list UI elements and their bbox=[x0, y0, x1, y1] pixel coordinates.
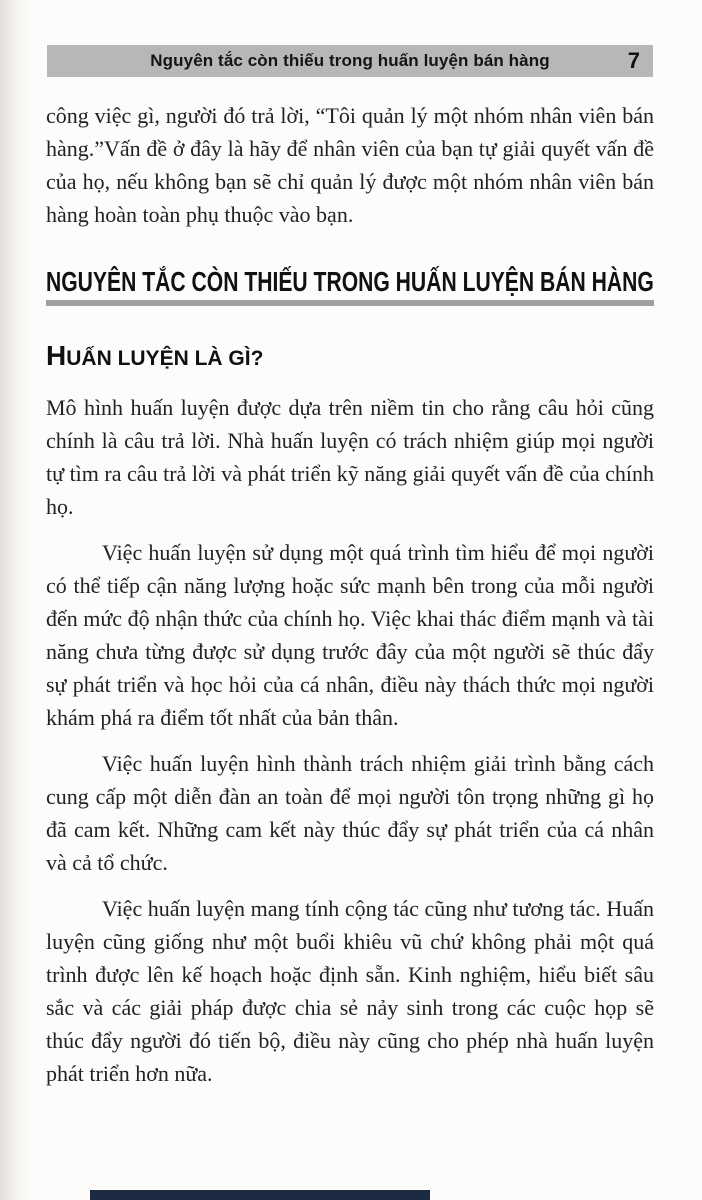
intro-paragraph: công việc gì, người đó trả lời, “Tôi quản lý một nhóm nhân viên bán hàng.”Vấn đề ở đây là hãy để nhân viên của bạn tự giải quyết vấn đề của họ, nếu không bạn sẽ chỉ quản lý được một nhóm nhân viên bán hàng hoàn toàn phụ thuộc vào bạn. bbox=[46, 103, 654, 227]
section-heading-rule bbox=[46, 300, 654, 306]
body-paragraph: Mô hình huấn luyện được dựa trên niềm tin cho rằng câu hỏi cũng chính là câu trả lời. Nhà huấn luyện có trách nhiệm giúp mọi người tự tìm ra câu trả lời và phát triển kỹ năng giải quyết vấn đề của chính họ. bbox=[46, 395, 654, 519]
page-spine-shadow bbox=[0, 0, 30, 1200]
section-heading bbox=[46, 267, 654, 297]
body-paragraph: Việc huấn luyện mang tính cộng tác cũng như tương tác. Huấn luyện cũng giống như một buổi khiêu vũ chứ không phải một quá trình được lên kế hoạch hoặc định sẵn. Kinh nghiệm, hiểu biết sâu sắc và các giải pháp được chia sẻ nảy sinh trong các cuộc họp sẽ thúc đẩy người đó tiến bộ, điều này cũng cho phép nhà huấn luyện phát triển hơn nữa. bbox=[46, 896, 654, 1086]
subheading: HUẤN LUYỆN LÀ GÌ? bbox=[46, 340, 264, 371]
page-number: 7 bbox=[627, 48, 640, 73]
section-heading-text: NGUYÊN TẮC CÒN THIẾU TRONG HUẤN LUYỆN BÁN HÀNG bbox=[46, 266, 654, 297]
body-paragraph: Việc huấn luyện hình thành trách nhiệm giải trình bằng cách cung cấp một diễn đàn an toàn để mọi người tôn trọng những gì họ đã cam kết. Những cam kết này thúc đẩy sự phát triển của cá nhân và cả tổ chức. bbox=[46, 751, 654, 875]
page-body bbox=[46, 0, 654, 1103]
footer-decorative-bar bbox=[90, 1190, 430, 1200]
body-paragraph: Việc huấn luyện sử dụng một quá trình tìm hiểu để mọi người có thể tiếp cận năng lượng hoặc sức mạnh bên trong của mỗi người đến mức độ nhận thức của chính họ. Việc khai thác điểm mạnh và tài năng chưa từng được sử dụng trước đây của một người sẽ thúc đẩy sự phát triển và học hỏi của cá nhân, điều này thách thức mọi người khám phá ra điểm tốt nhất của bản thân. bbox=[46, 540, 654, 730]
running-header-title: Nguyên tắc còn thiếu trong huấn luyện bán hàng bbox=[150, 51, 550, 70]
